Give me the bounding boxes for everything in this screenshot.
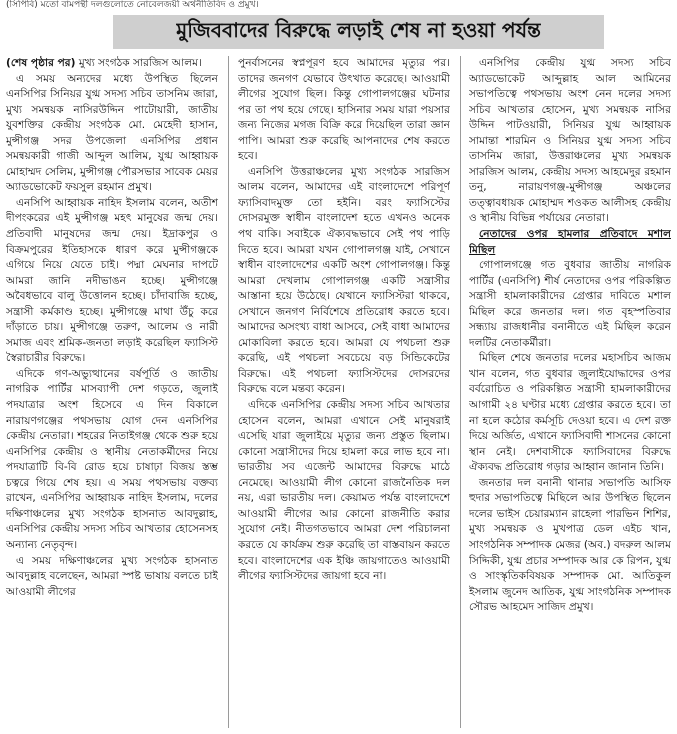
paragraph: এ সময় দক্ষিণাঞ্চলের মুখ্য সংগঠক হাসনাত আবদুল্লাহ বলেছেন, আমরা স্পষ্ট ভাষায় বলতে চাই আওয়ামী লীগের bbox=[6, 554, 218, 598]
paragraph: পুনর্বাসনের স্বপ্নপূরণ হবে আমাদের মৃত্যুর পর। তাদের জনগণ যেভাবে উৎখাত করেছে। আওয়ামী লীগের সুযোগ ছিল। কিন্তু গোপালগঞ্জের ঘটনার পর তা পথ হয়ে গেছে। হাসিনার সময় যারা পয়সার জন্য নিজের মগজ বিক্রি করে দিয়েছিল তারা জ্ঞান পাপি। আমরা শুরু করেছি আপনাদের শেষ করতে হবে। bbox=[238, 57, 450, 163]
paragraph: গোপালগঞ্জে গত বুধবার জাতীয় নাগরিক পার্টির (এনসিপি) শীর্ষ নেতাদের ওপর পরিকল্পিত সন্ত্রাসী হামলাকারীদের গ্রেপ্তার দাবিতে মশাল মিছিল করে জনতার দল। গত বৃহস্পতিবার সন্ধ্যায় রাজধানীর বনানীতে এই মিছিল করেন দলটির নেতাকর্মীরা। bbox=[469, 259, 671, 349]
paragraph-text: মুখ্য সংগঠক সারজিস আলম। bbox=[75, 57, 202, 69]
paragraph: এদিকে এনসিপির কেন্দ্রীয় সদস্য সচিব আখতার হোসেন বলেন, আমরা এখানে সেই মানুষরাই এসেছি যারা জুলাইয়ে মৃত্যুর জন্য প্রস্তুত ছিলাম। কোনো সন্ত্রাসীদের দিয়ে হামলা করে লাভ হবে না। ভারতীয় সব এজেন্ট আমাদের বিরুদ্ধে মাঠে নেমেছে। আওয়ামী লীগ কোনো রাজনৈতিক দল নয়, এরা ভারতীয় দল। কেয়ামত পর্যন্ত বাংলাদেশে আওয়ামী লীগের আর কোনো রাজনীতি করার সুযোগ নেই। নীতগতভাবে আমরা দেশ পরিচালনা করতে যে কার্যক্রম শুরু করেছি তা বাস্তবায়ন করতে হবে। বাংলাদেশের এক ইঞ্চি জায়গাতেও আওয়ামী লীগের ফ্যাসিস্টদের জায়গা হবে না। bbox=[238, 399, 450, 583]
section-subheading: নেতাদের ওপর হামলার প্রতিবাদে মশাল মিছিল bbox=[469, 228, 671, 256]
continuation-label: (শেষ পৃষ্ঠার পর) bbox=[6, 57, 76, 69]
paragraph: এনসিপি উত্তরাঞ্চলের মুখ্য সংগঠক সারজিস আলম বলেন, আমাদের এই বাংলাদেশে পরিপূর্ণ ফ্যাসিবাদমুক্ত তো হইনি। বরং ফ্যাসিস্টের দোসরমুক্ত স্বাধীন বাংলাদেশ হতে এখনও অনেক পথ বাকি। সবাইকে ঐক্যবদ্ধভাবে সেই পথ পাড়ি দিতে হবে। আমরা যখন গোপালগঞ্জ যাই, সেখানে স্বাধীন বাংলাদেশের একটি অংশ গোপালগঞ্জ। কিন্তু আমরা দেখলাম গোপালগঞ্জ একটি সন্ত্রাসীর আস্তানা হয়ে উঠেছে। যেখানে ফ্যাসিস্টরা থাকবে, সেখানে জনগণ নির্বিশেষে প্রতিরোধ করতে হবে। আমাদের অসংখ্য বাধা আসবে, সেই বাধা আমাদের মোকাবিলা করতে হবে। আমরা যে পথচলা শুরু করেছি, এই পথচলা সবচেয়ে বড় সিন্ডিকেটের বিরুদ্ধে। এই পথচলা ফ্যাসিস্টদের দোসরদের বিরুদ্ধে বলে মন্তব্য করেন। bbox=[238, 165, 450, 396]
article-column-2 bbox=[238, 56, 450, 728]
paragraph: এদিকে গণ-অভ্যুত্থানের বর্ষপূর্তি ও জাতীয় নাগরিক পার্টির মাসব্যাপী দেশ গড়তে, জুলাই পদযাত্রার অংশ হিসেবে এ দিন বিকালে নারায়ণগঞ্জের পথসভায় যোগ দেন এনসিপির কেন্দ্রীয় নেতারা। শহরের নিতাইগঞ্জ থেকে শুরু হয়ে এনসিপির কেন্দ্রীয় ও স্থানীয় নেতাকর্মীদের নিয়ে পদযাত্রাটি বি-বি রোড হয়ে চাষাঢ়া বিজয় স্তম্ভ চত্বরে গিয়ে শেষ হয়। এ সময় পথসভায় বক্তব্য রাখেন, এনসিপির আহ্বায়ক নাহিদ ইসলাম, দলের দক্ষিণাঞ্চলের মুখ্য সংগঠক হাসনাত আবদুল্লাহ, এনসিপির কেন্দ্রীয় সদস্য সচিব আখতার হোসেনসহ অন্যান্য নেতৃবৃন্দ। bbox=[6, 367, 218, 551]
headline: মুজিববাদের বিরুদ্ধে লড়াই শেষ না হওয়া পর্যন্ত bbox=[176, 17, 541, 42]
headline-banner bbox=[113, 15, 604, 49]
paragraph: জনতার দল বনানী থানার সভাপতি আসিফ হুদার সভাপতিত্বে মিছিলে আর উপস্থিত ছিলেন দলের ভাইস চেয়ারম্যান রাহেলা পারভিন শিশির, মুখ্য সমন্বয়ক ও মুখপাত্র ডেল এইচ খান, সাংগঠনিক সম্পাদক মেজর (অব.) বদরুল আলম সিদ্দিকী, যুগ্ম প্রচার সম্পাদক আর কে রিপন, যুগ্ম ও সাংস্কৃতিকবিষয়ক সম্পাদক মো. আতিকুল ইসলাম জুনেদ আতিক, যুগ্ম সাংগঠনিক সম্পাদক সৌরভ আহমেদ সাজিদ প্রমুখ। bbox=[469, 476, 671, 614]
paragraph: মিছিল শেষে জনতার দলের মহাসচিব আজম খান বলেন, গত বুধবার জুলাইযোদ্ধাদের ওপর বর্বরোচিত ও পরিকল্পিত সন্ত্রাসী হামলাকারীদের আগামী ২৪ ঘণ্টার মধ্যে গ্রেপ্তার করতে হবে। তা না হলে কঠোর কর্মসূচি দেওয়া হবে। এ দেশ রক্ত দিয়ে অর্জিত, এখানে ফ্যাসিবাদী শাসনের কোনো স্থান নেই। দেশবাসীকে ফ্যাসিবাদের বিরুদ্ধে ঐক্যবদ্ধ প্রতিরোধ গড়ার আহ্বান জানান তিনি। bbox=[469, 352, 671, 474]
article-column-3 bbox=[469, 56, 671, 728]
paragraph: এনসিপির কেন্দ্রীয় যুগ্ম সদস্য সচিব অ্যাডভোকেট আব্দুল্লাহ আল আমিনের সভাপতিত্বে পথসভায় অংশ নেন দলের সদস্য সচিব আখতার হোসেন, মুখ্য সমন্বয়ক নাসির উদ্দিন পাটওয়ারী, সিনিয়র যুগ্ম আহ্বায়ক সামান্তা শারমিন ও সিনিয়র যুগ্ম সদস্য সচিব তাসনিম জারা, উত্তরাঞ্চলের মুখ্য সমন্বয়ক সারজিস আলম, কেন্দ্রীয় সদস্য আহমেদুর রহমান তনু, নারায়ণগঞ্জ-মুন্সীগঞ্জ অঞ্চলের তত্ত্বাবধায়ক মোহাম্মদ শওকত আলীসহ কেন্দ্রীয় ও স্থানীয় বিভিন্ন পর্যায়ের নেতারা। bbox=[469, 57, 671, 225]
paragraph bbox=[6, 56, 218, 72]
previous-article-strip: (সিপিবি) মতো বামপন্থী দলগুলোতে নোবেলজয়ী অর্থনীতিবিদ ও প্রমুখ। bbox=[6, 0, 259, 10]
paragraph: এনসিপি আহ্বায়ক নাহিদ ইসলাম বলেন, অতীশ দীপংকরের এই মুন্সীগঞ্জ মহৎ মানুষের জন্ম দেয়। প্রতিবাদী মানুষদের জন্ম দেয়। ইদ্রাকপুর ও বিক্রমপুরের ইতিহাসকে ধারণ করে মুন্সীগঞ্জকে এগিয়ে নিয়ে যেতে চাই। পদ্মা মেঘনার দাপটে আমরা জানি নদীভাঙন হচ্ছে। মুন্সীগঞ্জে অবৈধভাবে বালু উত্তোলন হচ্ছে। চাঁদাবাজি হচ্ছে, সন্ত্রাসী কর্মকাণ্ড হচ্ছে। মুন্সীগঞ্জে মাথা উঁচু করে দাঁড়াতে চায়। মুন্সীগঞ্জে তরুণ, আলেম ও নারী সমাজ এবং শ্রমিক-জনতা লড়াই করেছিল ফ্যাসিস্ট স্বৈরাচারীর বিরুদ্ধে। bbox=[6, 196, 218, 365]
column-divider bbox=[228, 56, 229, 728]
paragraph: এ সময় অন্যদের মধ্যে উপস্থিত ছিলেন এনসিপির সিনিয়র যুগ্ম সদস্য সচিব তাসনিম জারা, মুখ্য সমন্বয়ক নাসিরউদ্দিন পাটোয়ারী, জাতীয় যুবশক্তির কেন্দ্রীয় সংগঠক মো. মেহেদী হাসান, মুন্সীগঞ্জ সদর উপজেলা এনসিপির প্রধান সমন্বয়কারী গাজী আব্দুল আলিম, যুগ্ম আহ্বায়ক মোহাম্মদ সেলিম, মুন্সীগঞ্জ পৌরসভার সাবেক মেয়র অ্যাডভোকেট ফয়সুল রহমান প্রমুখ। bbox=[6, 72, 218, 194]
article-column-1 bbox=[6, 56, 218, 728]
column-divider bbox=[460, 56, 461, 728]
